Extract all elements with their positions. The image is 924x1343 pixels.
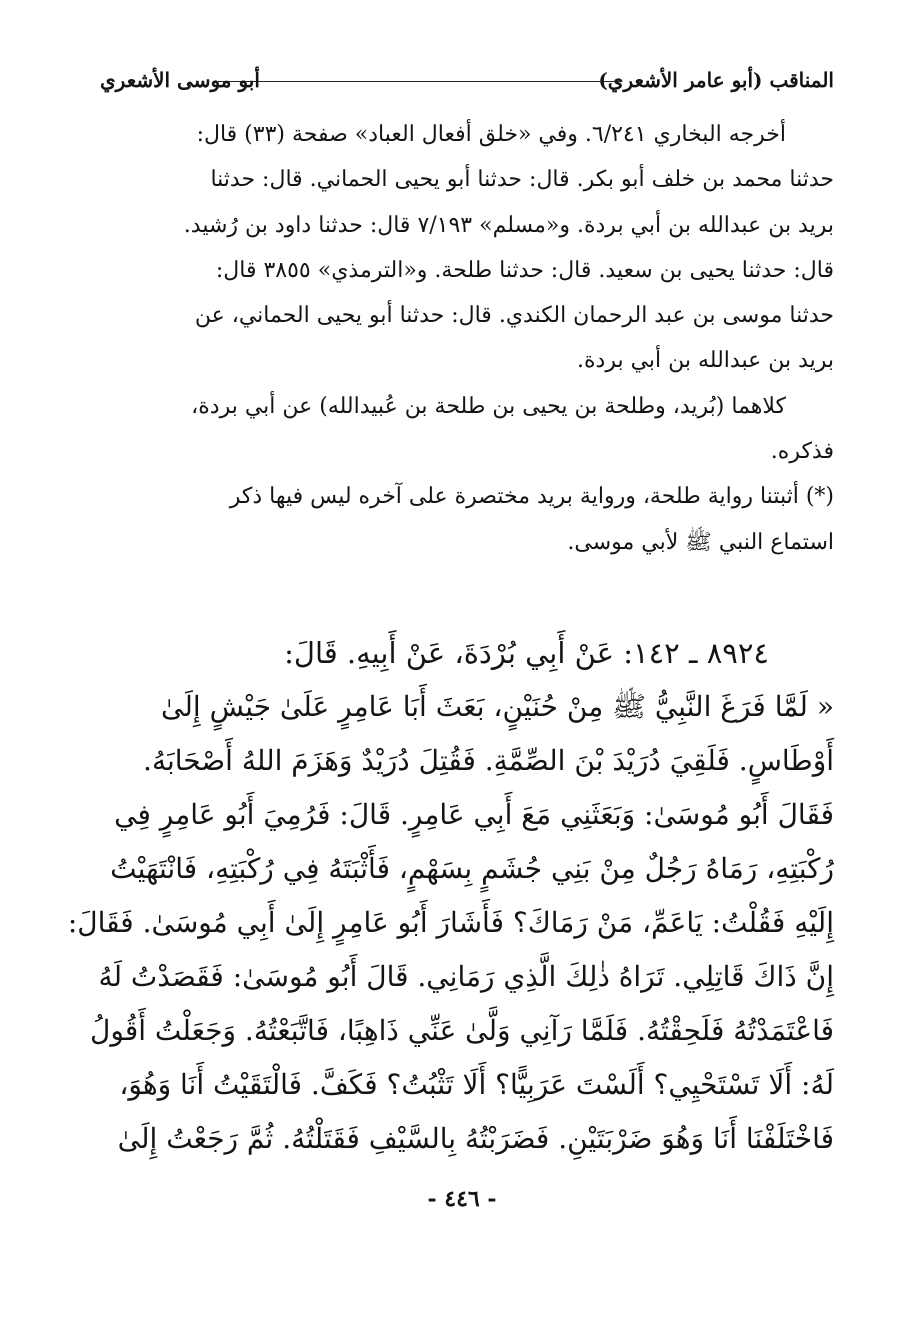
hadith-line: فَقَالَ أَبُو مُوسَىٰ: وَبَعَثَنِي مَعَ أَبِي عَامِرٍ. قَالَ: فَرُمِيَ أَبُو عَامِرٍ فِي (114, 798, 834, 831)
hadith-heading: ٨٩٢٤ ـ ١٤٢: عَنْ أَبِي بُرْدَةَ، عَنْ أَبِيهِ. قَالَ: (284, 636, 769, 670)
note-line: بريد بن عبدالله بن أبي بردة. (577, 348, 834, 374)
footnote-block (100, 112, 834, 565)
hadith-line: أَوْطَاسٍ. فَلَقِيَ دُرَيْدَ بْنَ الصِّمَّةِ. فَقُتِلَ دُرَيْدٌ وَهَزَمَ اللهُ أَصْحَابَهُ. (143, 744, 834, 777)
note-line: قال: حدثنا يحيى بن سعيد. قال: حدثنا طلحة. و«الترمذي» ٣٨٥٥ قال: (215, 257, 834, 283)
hadith-line: لَهُ: أَلَا تَسْتَحْيِي؟ أَلَسْتَ عَرَبِيًّا؟ أَلَا تَثْبُتُ؟ فَكَفَّ. فَالْتَقَيْتُ أَنَا وَهُوَ، (119, 1068, 834, 1101)
note-line: فذكره. (770, 439, 834, 465)
note-line: حدثنا محمد بن خلف أبو بكر. قال: حدثنا أبو يحيى الحماني. قال: حدثنا (210, 167, 834, 193)
note-line: (*) أثبتنا رواية طلحة، ورواية بريد مختصرة على آخره ليس فيها ذكر (229, 484, 834, 510)
hadith-line: فَاعْتَمَدْتُهُ فَلَحِقْتُهُ. فَلَمَّا رَآنِي وَلَّىٰ عَنِّي ذَاهِبًا، فَاتَّبَعْتُهُ. وَجَعَلْتُ أَقُولُ (90, 1014, 834, 1047)
hadith-block (67, 626, 834, 1166)
hadith-line: فَاخْتَلَفْنَا أَنَا وَهُوَ ضَرْبَتَيْنِ. فَضَرَبْتُهُ بِالسَّيْفِ فَقَتَلْتُهُ. ثُمَّ رَجَعْتُ إِلَىٰ (117, 1122, 834, 1155)
note-line: أخرجه البخاري ٦/٢٤١. وفي «خلق أفعال العباد» صفحة (٣٣) قال: (196, 122, 786, 147)
note-line: حدثنا موسى بن عبد الرحمان الكندي. قال: حدثنا أبو يحيى الحماني، عن (194, 303, 834, 329)
hadith-line: إِلَيْهِ فَقُلْتُ: يَاعَمِّ، مَنْ رَمَاكَ؟ فَأَشَارَ أَبُو عَامِرٍ إِلَىٰ أَبِي مُوسَىٰ. فَقَالَ: (67, 906, 834, 939)
note-line: بريد بن عبدالله بن أبي بردة. و«مسلم» ٧/١٩٣ قال: حدثنا داود بن رُشيد. (183, 212, 834, 238)
page-number: - ٤٤٦ - (427, 1186, 497, 1212)
running-header (100, 60, 834, 100)
note-line: استماع النبي ﷺ لأبي موسى. (567, 529, 834, 555)
hadith-line: إِنَّ ذَاكَ قَاتِلِي. تَرَاهُ ذٰلِكَ الَّذِي رَمَانِي. قَالَ أَبُو مُوسَىٰ: فَقَصَدْتُ لَهُ (98, 960, 834, 993)
header-chapter-title: المناقب (أبو عامر الأشعري) (598, 68, 834, 92)
header-rule (218, 81, 620, 82)
hadith-line: رُكْبَتِهِ، رَمَاهُ رَجُلٌ مِنْ بَنِي جُشَمٍ بِسَهْمٍ، فَأَثْبَتَهُ فِي رُكْبَتِهِ، فَانْتَهَيْتُ (110, 852, 834, 885)
note-line: كلاهما (بُريد، وطلحة بن يحيى بن طلحة بن عُبيدالله) عن أبي بردة، (191, 393, 786, 419)
header-section-title: أبو موسى الأشعري (100, 68, 260, 92)
hadith-line: « لَمَّا فَرَغَ النَّبِيُّ ﷺ مِنْ حُنَيْنٍ، بَعَثَ أَبَا عَامِرٍ عَلَىٰ جَيْشٍ إِلَىٰ (161, 690, 834, 723)
